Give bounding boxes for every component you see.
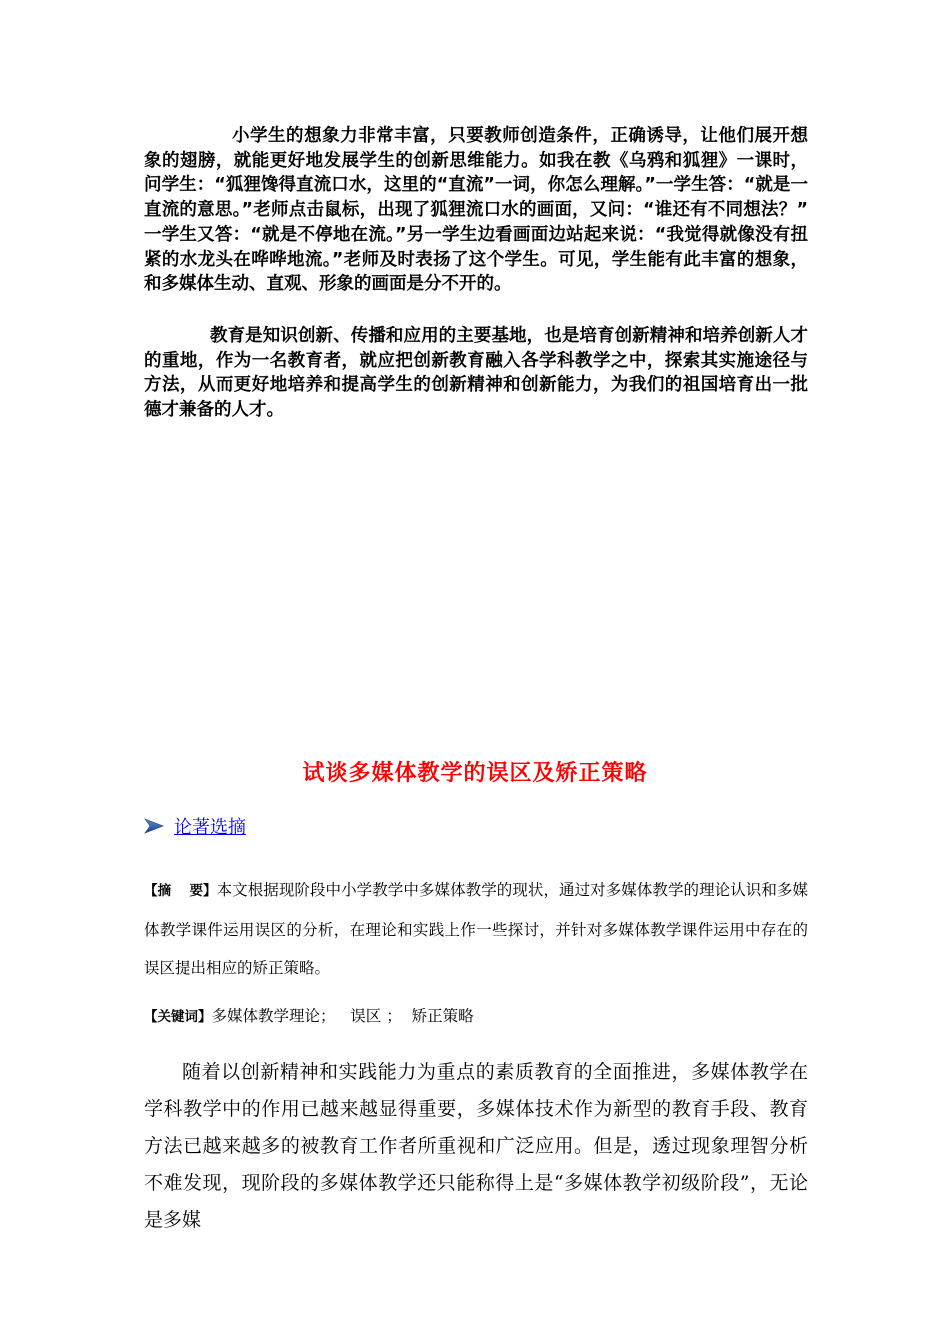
excerpt-link[interactable]: 论著选摘 (174, 817, 246, 838)
article-title: 试谈多媒体教学的误区及矫正策略 (302, 761, 648, 786)
keyword-item: 矫正策略 (411, 1007, 474, 1025)
arrow-right-icon (144, 818, 164, 834)
paragraph-imagination: 小学生的想象力非常丰富，只要教师创造条件，正确诱导，让他们展开想象的翅膀，就能更好地发展学生的创新思维能力。如我在教《乌鸦和狐狸》一课时，问学生：“狐狸馋得直流口水，这里的“直流”一词，你怎么理解。”一学生答：“就是一直流的意思。”老师点击鼠标，出现了狐狸流口水的画面，又问：“谁还有不同想法？” 一学生又答：“就是不停地在流。”另一学生边看画面边站起来说：“我觉得就像没有扭紧的水龙头在哗哗地流。”老师及时表扬了这个学生。可见，学生能有此丰富的想象，和多媒体生动、直观、形象的画面是分不开的。 (144, 126, 808, 295)
body-paragraph: 随着以创新精神和实践能力为重点的素质教育的全面推进，多媒体教学在学科教学中的作用已越来越显得重要，多媒体技术作为新型的教育手段、教育方法已越来越多的被教育工作者所重视和广泛应用。但是，透过现象理智分析不难发现，现阶段的多媒体教学还只能称得上是“多媒体教学初级阶段”，无论是多媒 (144, 1061, 808, 1231)
paragraph-innovation-education: 教育是知识创新、传播和应用的主要基地，也是培育创新精神和培养创新人才的重地，作为一名教育者，就应把创新教育融入各学科教学之中，探索其实施途径与方法，从而更好地培养和提高学生的创新精神和创新能力，为我们的祖国培育出一批德才兼备的人才。 (144, 326, 808, 421)
abstract-label: 【摘 要】 (144, 883, 217, 899)
abstract-paragraph (144, 871, 808, 988)
keywords-label: 【关键词】 (144, 1009, 212, 1025)
keyword-item: 多媒体教学理论； (211, 1007, 336, 1025)
abstract-text: 本文根据现阶段中小学教学中多媒体教学的现状，通过对多媒体教学的理论认识和多媒体教学课件运用误区的分析，在理论和实践上作一些探讨，并针对多媒体教学课件运用中存在的误区提出相应的矫正策略。 (144, 881, 808, 977)
keyword-item: 误区 ； (350, 1007, 402, 1025)
keywords-line (144, 1003, 808, 1030)
excerpt-row (144, 812, 246, 840)
